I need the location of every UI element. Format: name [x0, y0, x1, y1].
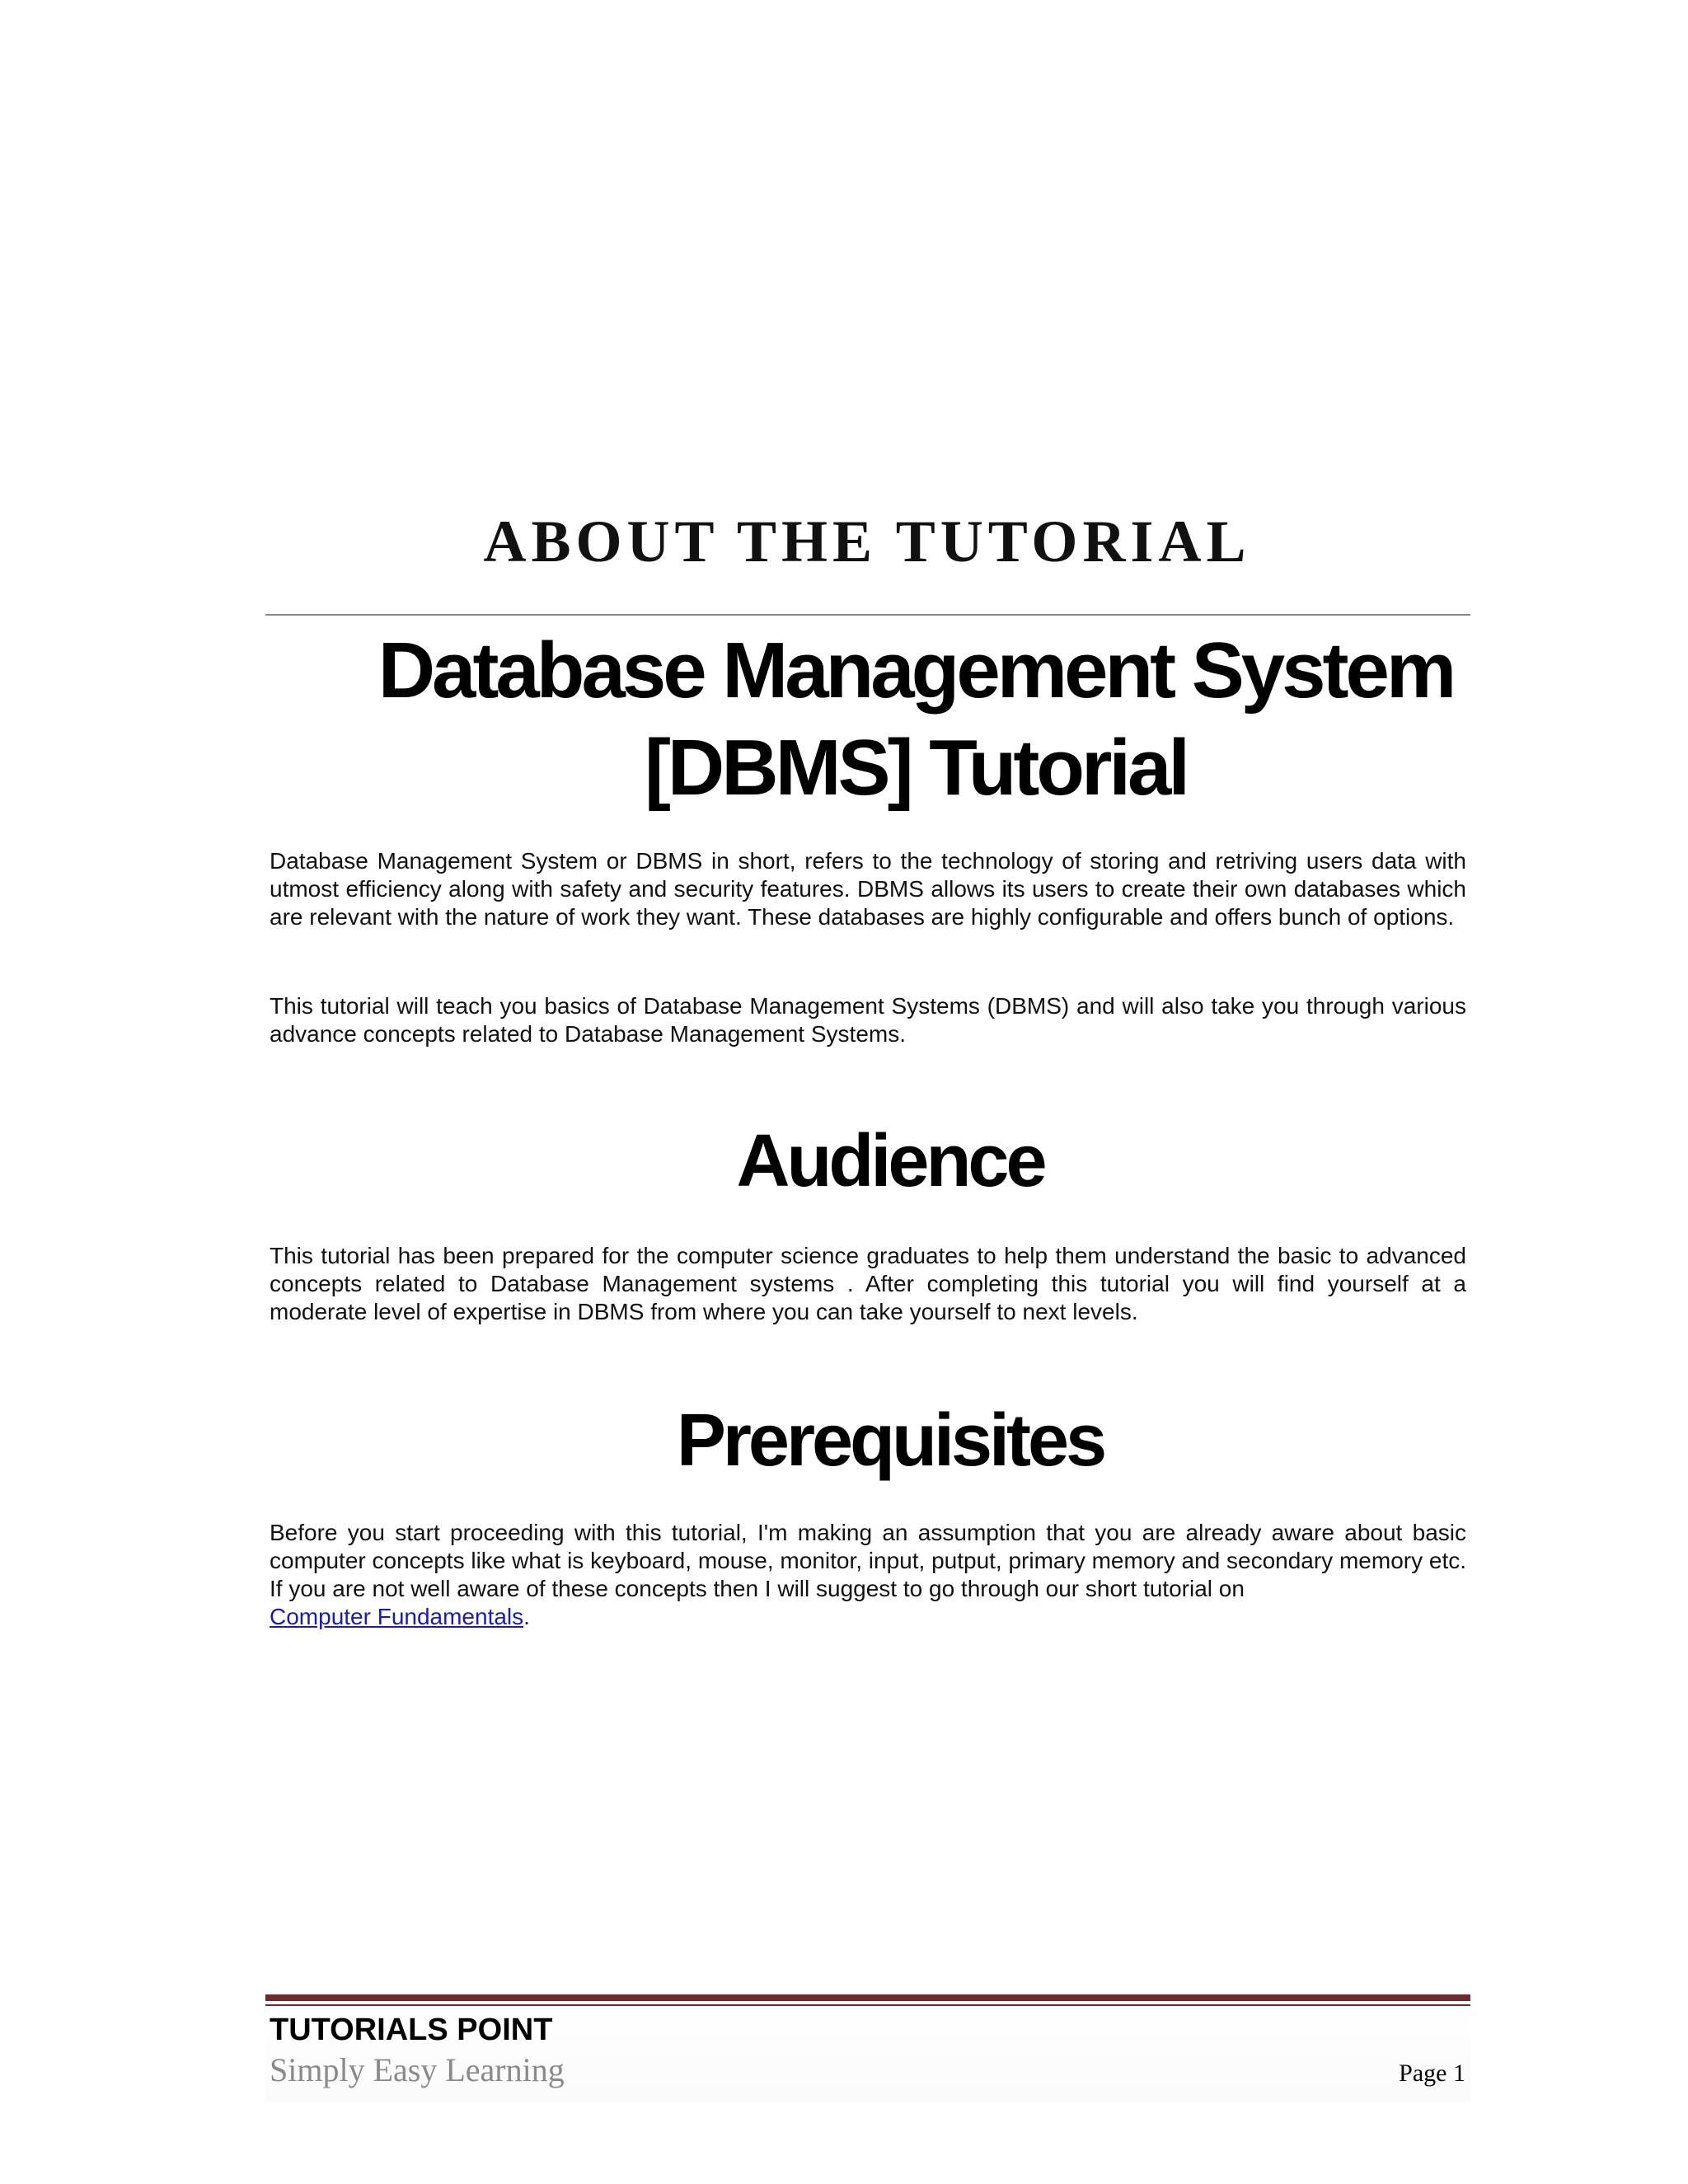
intro-paragraph-2: This tutorial will teach you basics of Database Management Systems (DBMS) and will also take you through various advance concepts related to Database Management Systems. — [270, 993, 1466, 1047]
computer-fundamentals-link[interactable]: Computer Fundamentals — [270, 1604, 524, 1629]
about-title: ABOUT THE TUTORIAL — [483, 509, 1251, 574]
prerequisites-heading: Prerequisites — [676, 1399, 1104, 1482]
intro-paragraph-1: Database Management System or DBMS in short, refers to the technology of storing and retriving users data with utmost efficiency along with safety and security features. DBMS allows its users to create their own databases which are relevant with the nature of work they want. These databases are highly configurable and offers bunch of options. — [270, 848, 1466, 930]
page-number: Page 1 — [1399, 2060, 1465, 2087]
footer-tagline: Simply Easy Learning — [270, 2051, 565, 2088]
prerequisites-period: . — [523, 1604, 530, 1629]
prerequisites-text: Before you start proceeding with this tutorial, I'm making an assumption that you are already aware about basic computer concepts like what is keyboard, mouse, monitor, input, putput, primary memory and secondary memory etc. If you are not well aware of these concepts then I will suggest to go through our short tutorial on — [270, 1520, 1466, 1601]
footer-divider-thick — [265, 1994, 1470, 2001]
prerequisites-paragraph — [270, 1519, 1466, 1631]
page-title-line2: [DBMS] Tutorial — [644, 724, 1188, 812]
header-divider — [265, 614, 1470, 616]
page-title-line1: Database Management System — [377, 626, 1454, 715]
footer-brand: TUTORIALS POINT — [270, 2013, 553, 2047]
audience-paragraph: This tutorial has been prepared for the computer science graduates to help them understand the basic to advanced concepts related to Database Management systems . After completing this tutorial you will find yourself at a moderate level of expertise in DBMS from where you can take yourself to next levels. — [270, 1243, 1466, 1324]
audience-heading: Audience — [736, 1120, 1044, 1202]
footer-divider-thin — [265, 2004, 1470, 2006]
